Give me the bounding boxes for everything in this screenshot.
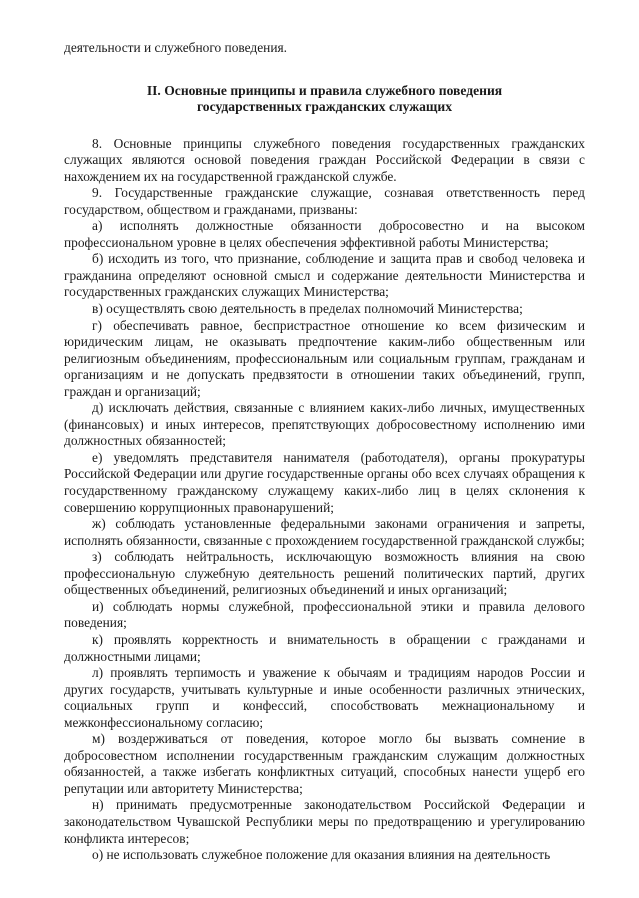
paragraph-9: 9. Государственные гражданские служащие, сознавая ответственность перед государством, обществом и гражданами, призваны: xyxy=(64,185,585,217)
item-m: м) воздерживаться от поведения, которое могло бы вызвать сомнение в добросовестном исполнении государственным гражданским служащим должностных обязанностей, а также избегать конфликтных ситуаций, способных нанести ущерб его репутации или авторитету Министерства; xyxy=(64,731,585,796)
item-i: и) соблюдать нормы служебной, профессиональной этики и правила делового поведения; xyxy=(64,598,585,631)
item-d: д) исключать действия, связанные с влиянием каких-либо личных, имущественных (финансовых) и иных интересов, препятствующих добросовестному исполнению ими должностных обязанностей; xyxy=(64,400,585,449)
item-l: л) проявлять терпимость и уважение к обычаям и традициям народов России и других государств, учитывать культурные и иные особенности различных этнических, социальных групп и конфессий, способствовать межнациональному и межконфессиональному согласию; xyxy=(64,665,585,730)
item-o: о) не использовать служебное положение для оказания влияния на деятельность xyxy=(92,847,551,863)
item-k: к) проявлять корректность и внимательность в обращении с гражданами и должностными лицами; xyxy=(64,631,585,664)
section-heading xyxy=(64,83,585,116)
item-a: а) исполнять должностные обязанности добросовестно и на высоком профессиональном уровне в целях обеспечения эффективной работы Министерства; xyxy=(64,218,585,250)
item-v: в) осуществлять свою деятельность в пределах полномочий Министерства; xyxy=(92,301,523,317)
item-e: е) уведомлять представителя нанимателя (работодателя), органы прокуратуры Российской Федерации или другие государственные органы обо всех случаях обращения к государственному гражданскому служащему каких-либо лиц в целях склонения к совершению коррупционных правонарушений; xyxy=(64,449,585,515)
item-zh: ж) соблюдать установленные федеральными законами ограничения и запреты, исполнять обязанности, связанные с прохождением государственной гражданской службы; xyxy=(64,516,585,548)
section-heading-line-2: государственных гражданских служащих xyxy=(196,99,453,115)
item-g: г) обеспечивать равное, беспристрастное отношение ко всем физическим и юридическим лицам, не оказывать предпочтение каким-либо общественным или религиозным объединениям, профессиональным или социальным группам, гражданам и организациям и не допускать предвзятости в отношении таких объединений, групп, граждан и организаций; xyxy=(64,317,585,399)
document-page xyxy=(64,40,585,864)
item-b: б) исходить из того, что признание, соблюдение и защита прав и свобод человека и гражданина определяют основной смысл и содержание деятельности Министерства и государственных гражданских служащих Министерства; xyxy=(64,251,585,300)
continuation-line: деятельности и служебного поведения. xyxy=(64,40,288,55)
section-heading-line-1: II. Основные принципы и правила служебного поведения xyxy=(146,82,503,98)
paragraph-8: 8. Основные принципы служебного поведения государственных гражданских служащих являются основой поведения граждан Российской Федерации в связи с нахождением их на государственной гражданской службе. xyxy=(64,135,585,184)
item-z: з) соблюдать нейтральность, исключающую возможность влияния на свою профессиональную служебную деятельность решений политических партий, других общественных объединений, религиозных объединений и иных организаций; xyxy=(64,549,585,598)
item-n: н) принимать предусмотренные законодательством Российской Федерации и законодательством Чувашской Республики меры по предотвращению и урегулированию конфликта интересов; xyxy=(64,797,585,846)
